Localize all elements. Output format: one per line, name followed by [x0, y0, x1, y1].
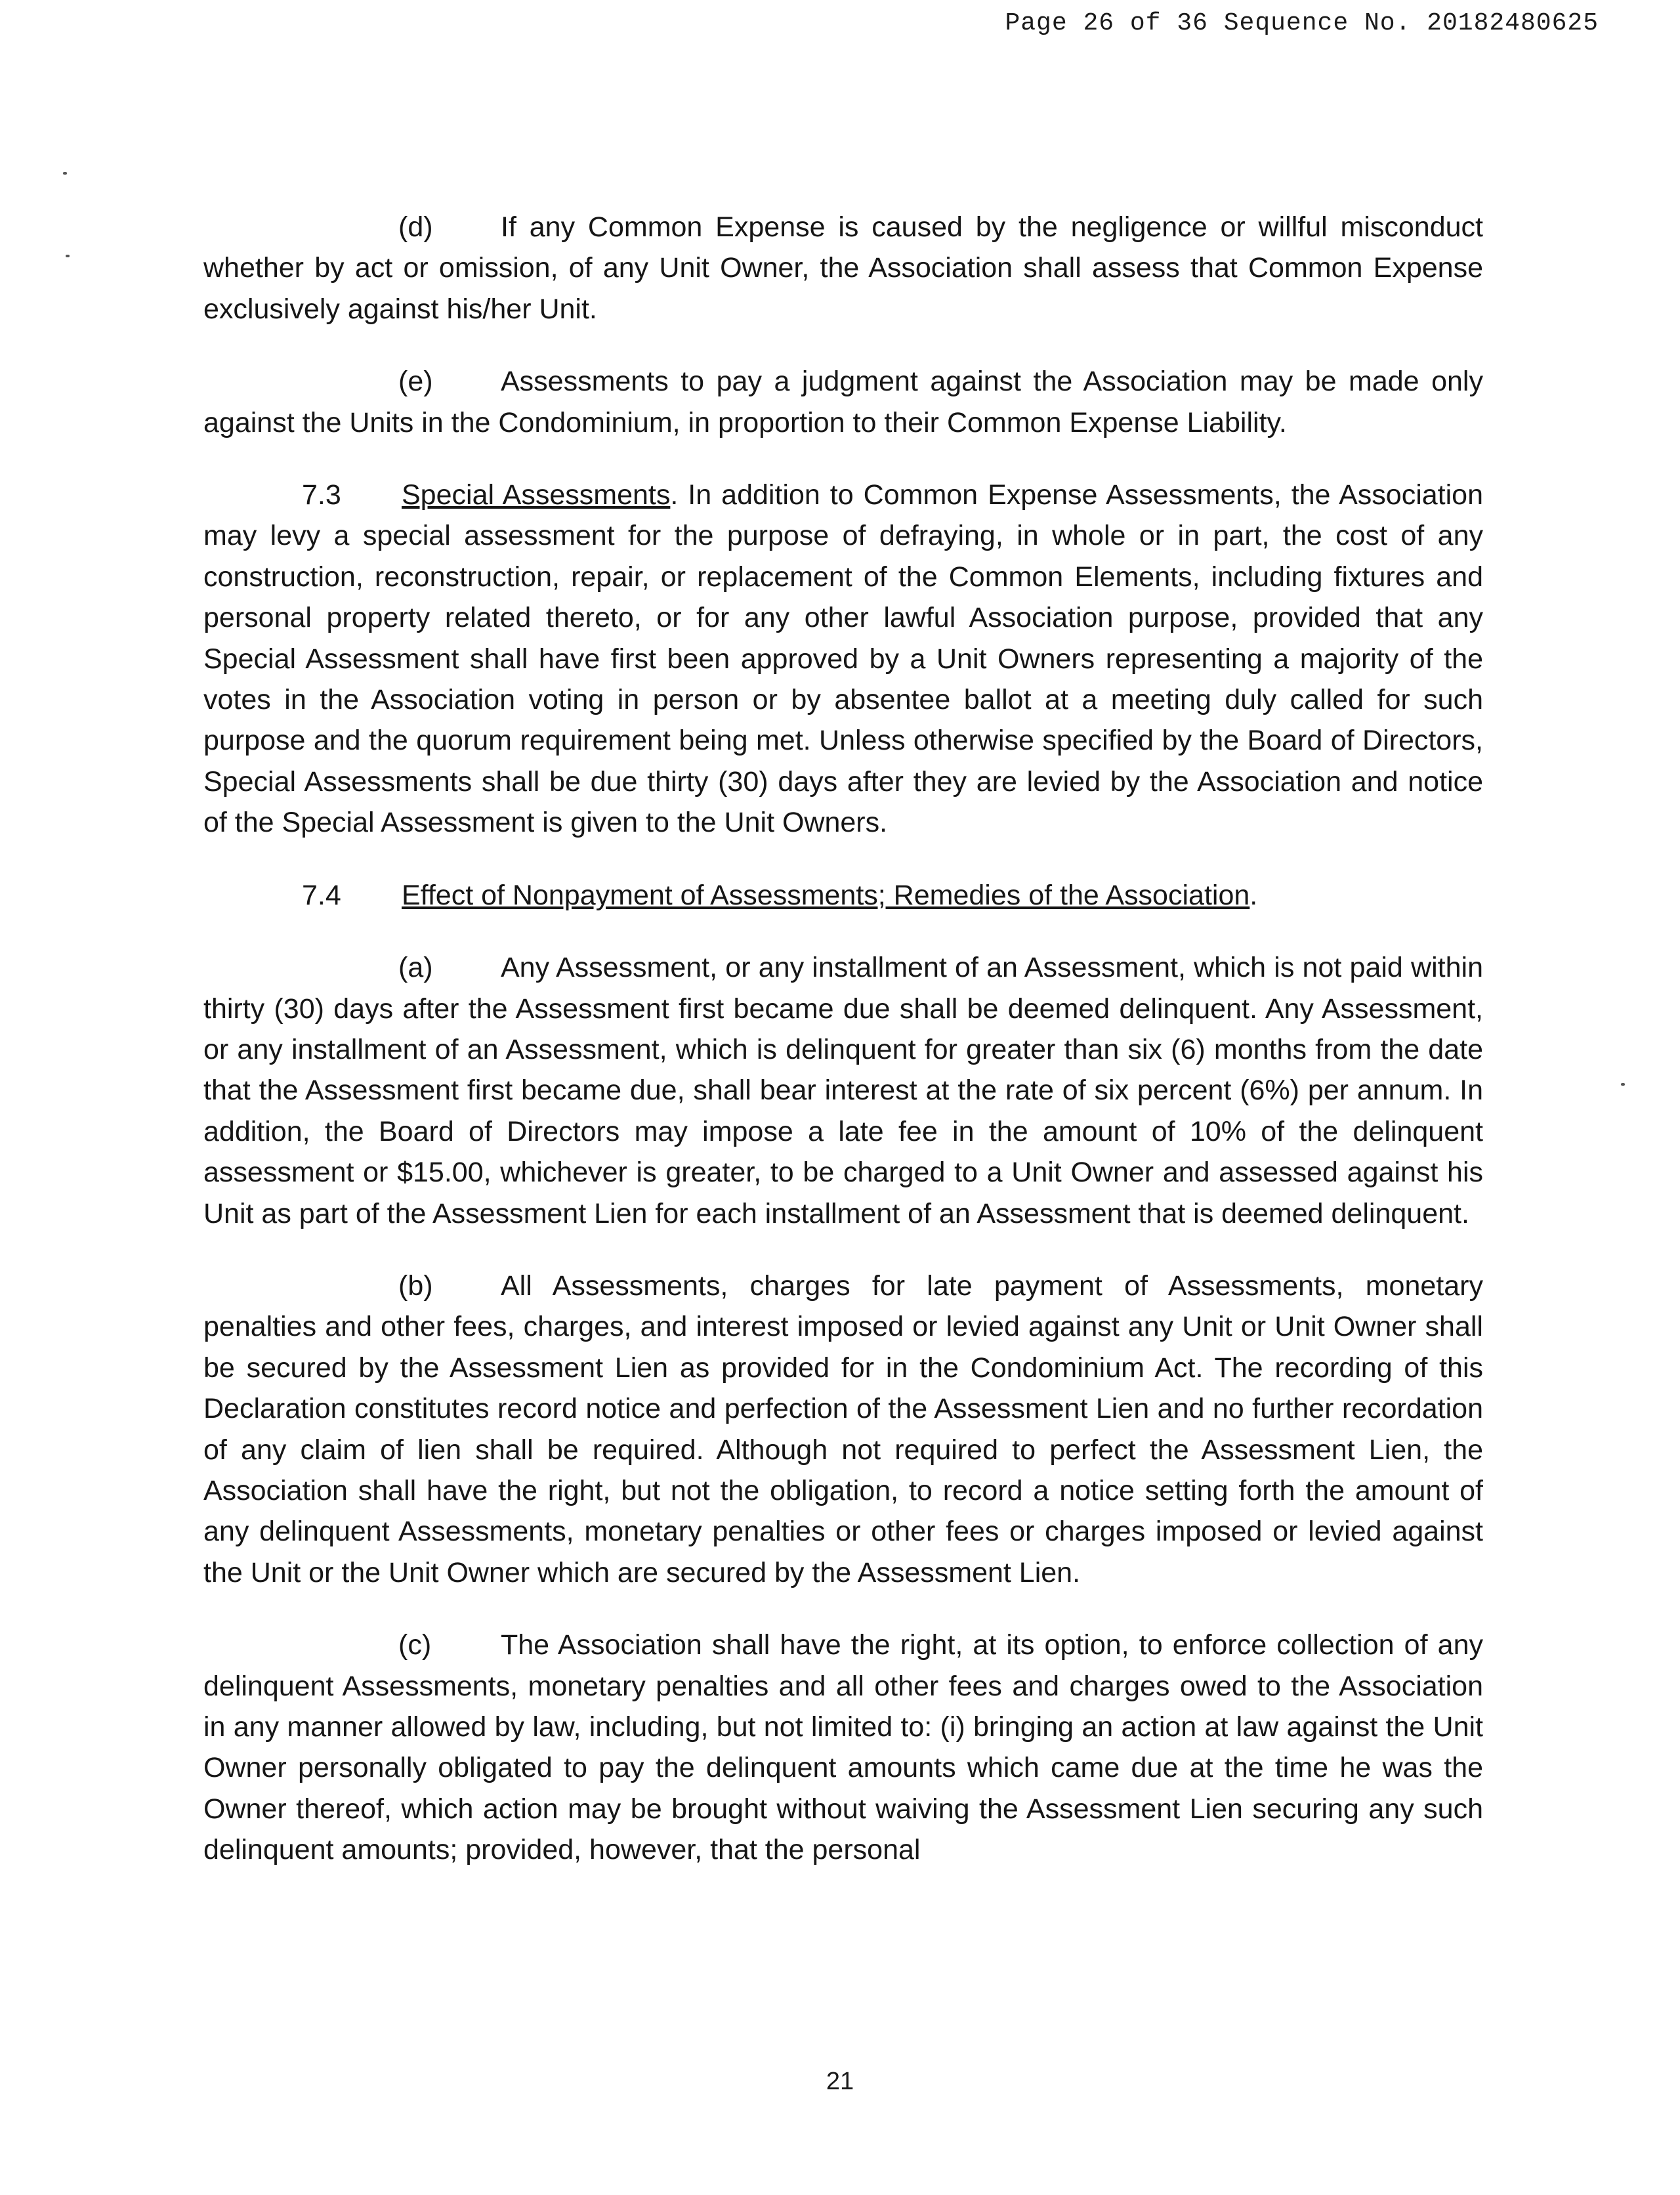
scan-speck [1621, 1083, 1625, 1086]
section-text: . In addition to Common Expense Assessments, the Association may levy a special assessment for the purpose of defraying, in whole or in part, the cost of any construction, reconstruction, repair, or replacement of the Common Elements, including fixtures and personal property related thereto, or for any other lawful Association purpose, provided that any Special Assessment shall have first been approved by a Unit Owners representing a majority of the votes in the Association voting in person or by absentee ballot at a meeting duly called for such purpose and the quorum requirement being met. Unless otherwise specified by the Board of Directors, Special Assessments shall be due thirty (30) days after they are levied by the Association and notice of the Special Assessment is given to the Unit Owners. [203, 479, 1483, 839]
paragraph-text: Assessments to pay a judgment against the Association may be made only against the Units in the Condominium, in proportion to their Common Expense Liability. [203, 366, 1483, 438]
paragraph-d [203, 207, 1483, 330]
paragraph-label: (d) [398, 211, 433, 243]
section-heading: Special Assessments [402, 479, 671, 511]
section-7-3 [203, 475, 1483, 843]
scan-speck [66, 255, 70, 257]
paragraph-text: The Association shall have the right, at its option, to enforce collection of any delinquent Assessments, monetary penalties and all other fees and charges owed to the Association in any manner allowed by law, including, but not limited to: (i) bringing an action at law against the Unit Owner personally obligated to pay the delinquent amounts which came due at the time he was the Owner thereof, which action may be brought without waiving the Assessment Lien securing any such delinquent amounts; provided, however, that the personal [203, 1629, 1483, 1866]
paragraph-label: (a) [398, 952, 433, 984]
paragraph-e [203, 361, 1483, 443]
paragraph-label: (e) [398, 366, 433, 398]
section-number: 7.4 [302, 879, 341, 911]
paragraph-a [203, 947, 1483, 1234]
section-text: . [1250, 879, 1258, 911]
section-heading: Effect of Nonpayment of Assessments; Remedies of the Association [402, 879, 1250, 911]
paragraph-label: (c) [398, 1629, 432, 1661]
section-7-4 [203, 875, 1483, 916]
paragraph-text: All Assessments, charges for late payment of Assessments, monetary penalties and other fees, charges, and interest imposed or levied against any Unit or Unit Owner shall be secured by the Assessment Lien as provided for in the Condominium Act. The recording of this Declaration constitutes record notice and perfection of the Assessment Lien and no further recordation of any claim of lien shall be required. Although not required to perfect the Assessment Lien, the Association shall have the right, but not the obligation, to record a notice setting forth the amount of any delinquent Assessments, monetary penalties or other fees or charges imposed or levied against the Unit or the Unit Owner which are secured by the Assessment Lien. [203, 1269, 1483, 1588]
paragraph-label: (b) [398, 1269, 433, 1302]
page-number: 21 [826, 2068, 854, 2095]
paragraph-text: Any Assessment, or any installment of an Assessment, which is not paid within thirty (30) days after the Assessment first became due shall be deemed delinquent. Any Assessment, or any installment of an Assessment, which is delinquent for greater than six (6) months from the date that the Assessment first became due, shall bear interest at the rate of six percent (6%) per annum. In addition, the Board of Directors may impose a late fee in the amount of 10% of the delinquent assessment or $15.00, whichever is greater, to be charged to a Unit Owner and assessed against his Unit as part of the Assessment Lien for each installment of an Assessment that is deemed delinquent. [203, 952, 1483, 1229]
section-number: 7.3 [302, 479, 341, 511]
paragraph-c [203, 1625, 1483, 1870]
paragraph-text: If any Common Expense is caused by the negligence or willful misconduct whether by act or omission, of any Unit Owner, the Association shall assess that Common Expense exclusively against his/her Unit. [203, 211, 1483, 325]
paragraph-b [203, 1266, 1483, 1593]
page-sequence-header: Page 26 of 36 Sequence No. 20182480625 [1005, 9, 1599, 37]
document-body [203, 207, 1483, 1902]
scan-speck [63, 172, 67, 175]
